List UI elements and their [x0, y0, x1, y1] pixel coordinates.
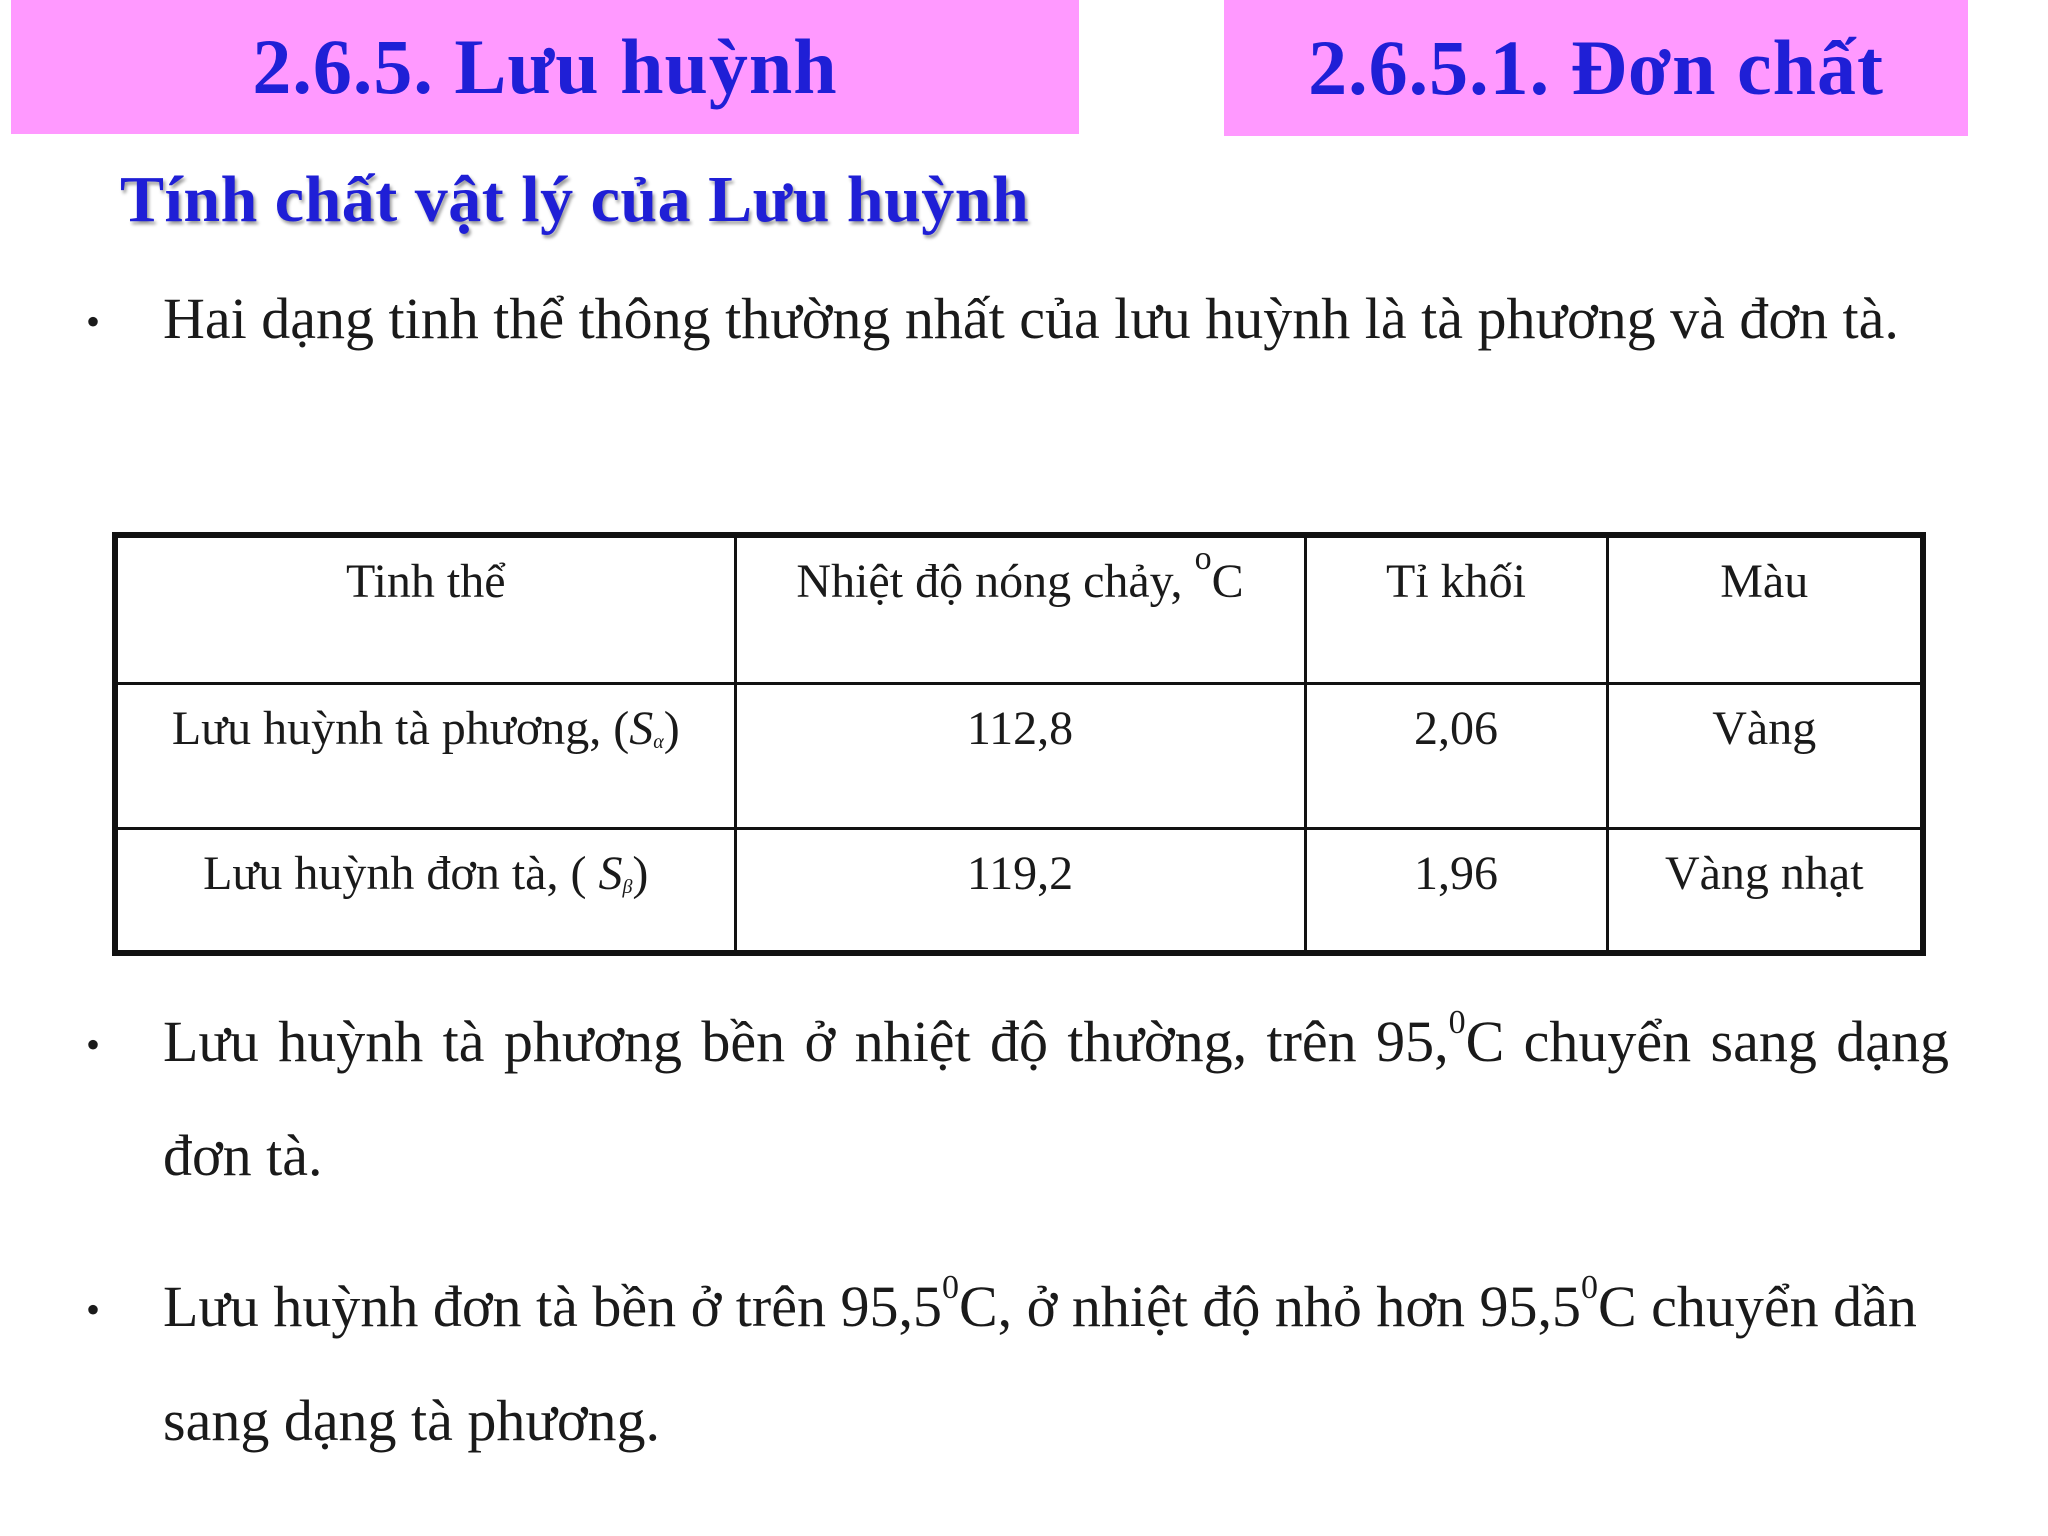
cell-crystal-name: Lưu huỳnh đơn tà, ( Sβ)	[115, 828, 735, 953]
cell-melting-point: 119,2	[735, 828, 1305, 953]
bullet-marker: •	[86, 299, 101, 344]
cell-color: Vàng nhạt	[1607, 828, 1923, 953]
cell-density: 2,06	[1305, 683, 1607, 828]
properties-table	[112, 532, 1926, 956]
header-crystal: Tinh thể	[115, 535, 735, 683]
header-density: Tỉ khối	[1305, 535, 1607, 683]
slide-subtitle: Tính chất vật lý của Lưu huỳnh	[120, 163, 1030, 236]
subsection-title-text: 2.6.5.1. Đơn chất	[1308, 24, 1884, 111]
header-color: Màu	[1607, 535, 1923, 683]
section-title-text: 2.6.5. Lưu huỳnh	[252, 23, 838, 110]
cell-density: 1,96	[1305, 828, 1607, 953]
cell-color: Vàng	[1607, 683, 1923, 828]
bullet-text-3: Lưu huỳnh đơn tà bền ở trên 95,5$^0$C, ở nhiệt độ nhỏ hơn 95,5$^0$C chuyển dần sang dạng tà phương.	[163, 1269, 1917, 1453]
bullet-text-1: Hai dạng tinh thể thông thường nhất của lưu huỳnh là tà phương và đơn tà.	[163, 286, 1899, 351]
subsection-title	[1224, 0, 1968, 136]
cell-crystal-name: Lưu huỳnh tà phương, (Sα)	[115, 683, 735, 828]
table-row	[115, 828, 1923, 953]
cell-melting-point: 112,8	[735, 683, 1305, 828]
table-row	[115, 683, 1923, 828]
section-title	[11, 0, 1079, 134]
table-header-row	[115, 535, 1923, 683]
header-melting-point: Nhiệt độ nóng chảy, $^o$C	[735, 535, 1305, 683]
bullet-text-2: Lưu huỳnh tà phương bền ở nhiệt độ thường, trên 95,$^0$C chuyển sang dạng đơn tà.	[163, 1004, 1949, 1188]
bullet-marker: •	[86, 1022, 101, 1067]
bullet-marker: •	[86, 1287, 101, 1332]
